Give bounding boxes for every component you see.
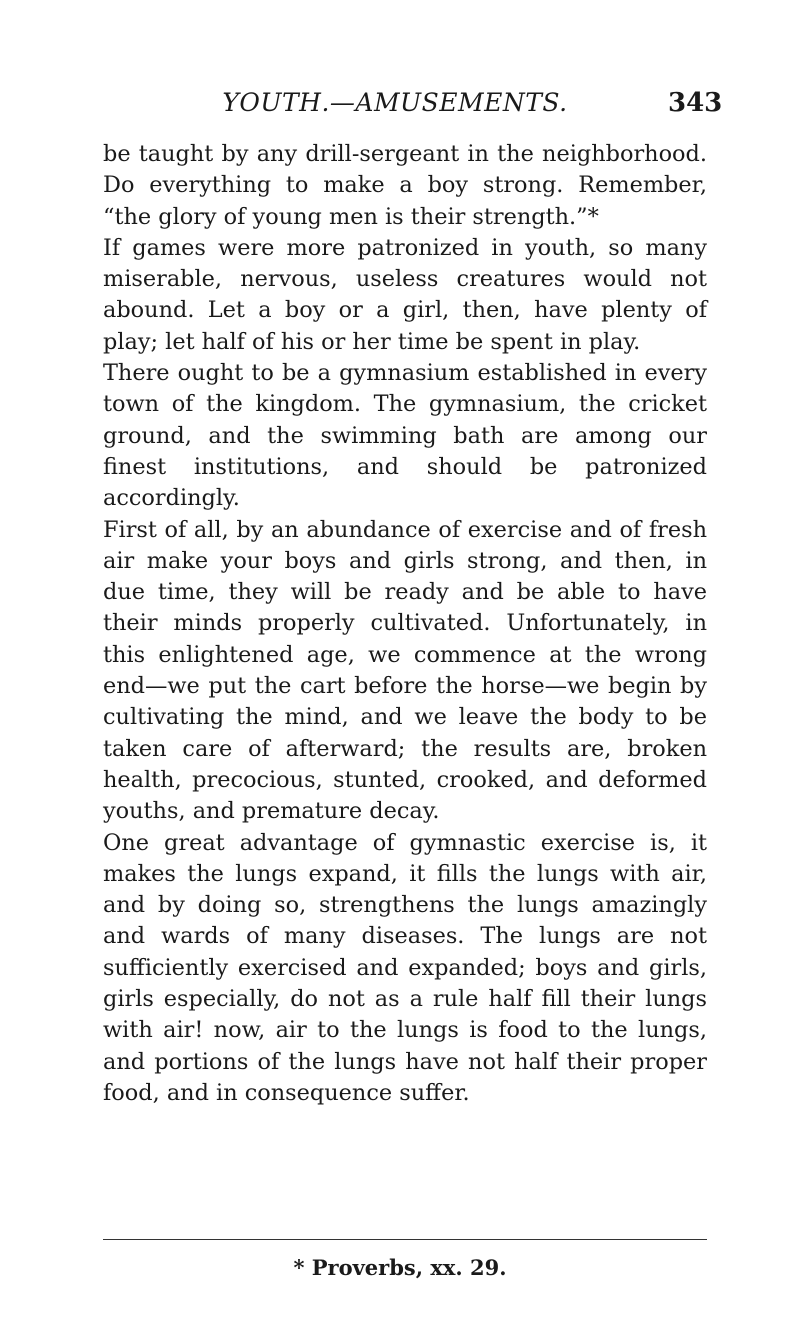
paragraph: be taught by any drill-sergeant in the neighborhood. Do everything to make a boy strong. Remember, “the glory of young men is their strength.”* bbox=[103, 141, 707, 230]
paragraph: First of all, by an abundance of exercise and of fresh air make your boys and girls strong, and then, in due time, they will be ready and be able to have their minds properly cultivated. Unfortunately, in this enlightened age, we commence at the wrong end—we put the cart before the horse—we begin by cultivating the mind, and we leave the body to be taken care of afterward; the results are, broken health, precocious, stunted, crooked, and deformed youths, and premature decay. bbox=[103, 516, 707, 825]
paragraph: If games were more patronized in youth, so many miserable, nervous, useless creatures would not abound. Let a boy or a girl, then, have plenty of play; let half of his or her time be spent in play. bbox=[103, 234, 707, 355]
page-number: 343 bbox=[668, 88, 723, 118]
paragraph: There ought to be a gymnasium established in every town of the kingdom. The gymnasium, the cricket ground, and the swimming bath are among our finest institutions, and should be patronized accordingly. bbox=[103, 360, 707, 512]
footnote: * Proverbs, xx. 29. bbox=[293, 1255, 507, 1280]
paragraph: One great advantage of gymnastic exercise is, it makes the lungs expand, it fills the lungs with air, and by doing so, strengthens the lungs amazingly and wards of many diseases. The lungs are not sufficiently exercised and expanded; boys and girls, girls especially, do not as a rule half fill their lungs with air! now, air to the lungs is food to the lungs, and portions of the lungs have not half their proper food, and in consequence suffer. bbox=[103, 829, 707, 1106]
body-text bbox=[103, 139, 707, 1109]
running-title: YOUTH.—AMUSEMENTS. bbox=[222, 88, 568, 117]
footnote-divider bbox=[103, 1239, 707, 1240]
